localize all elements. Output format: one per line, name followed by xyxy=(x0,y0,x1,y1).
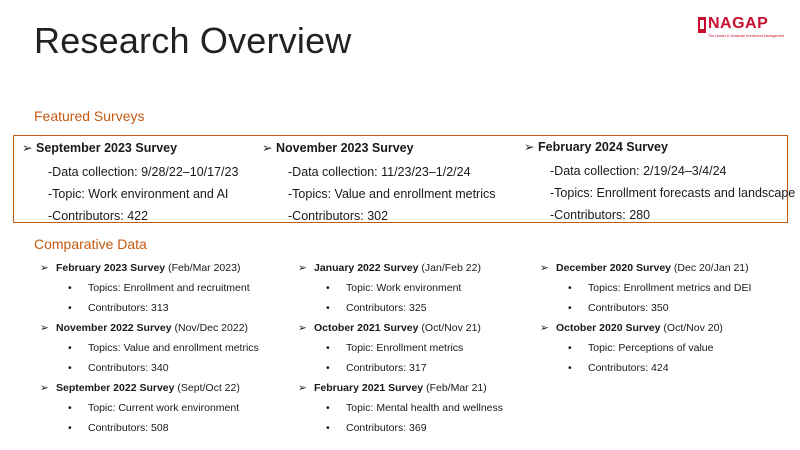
survey-name: November 2023 Survey xyxy=(276,141,414,155)
comparative-survey xyxy=(40,380,259,400)
featured-survey-1 xyxy=(22,140,238,227)
survey-item: Contributors: 340 xyxy=(88,362,169,374)
survey-item: Contributors: 350 xyxy=(588,302,669,314)
featured-survey-2 xyxy=(262,140,496,227)
comparative-survey xyxy=(298,320,503,340)
survey-name: February 2021 Survey xyxy=(314,382,424,394)
survey-item: Contributors: 424 xyxy=(588,362,669,374)
bullet-icon: • xyxy=(568,302,572,314)
arrow-bullet-icon: ➢ xyxy=(540,322,549,334)
arrow-bullet-icon: ➢ xyxy=(524,140,535,154)
survey-item: Topic: Enrollment metrics xyxy=(346,342,464,354)
comparative-column-3 xyxy=(540,260,751,380)
bullet-icon: • xyxy=(326,342,330,354)
survey-period: (Sept/Oct 22) xyxy=(174,382,240,394)
survey-name: October 2021 Survey xyxy=(314,322,419,334)
bullet-icon: • xyxy=(326,402,330,414)
logo-wordmark: NAGAP xyxy=(708,15,769,32)
bullet-icon: • xyxy=(326,362,330,374)
survey-period: (Oct/Nov 20) xyxy=(660,322,723,334)
arrow-bullet-icon: ➢ xyxy=(40,322,49,334)
survey-period: (Feb/Mar 21) xyxy=(423,382,487,394)
comparative-column-2 xyxy=(298,260,503,440)
arrow-bullet-icon: ➢ xyxy=(262,141,273,155)
bullet-icon: • xyxy=(326,422,330,434)
survey-item: Topics: Enrollment and recruitment xyxy=(88,282,250,294)
arrow-bullet-icon: ➢ xyxy=(40,262,49,274)
survey-item: Contributors: 313 xyxy=(88,302,169,314)
bullet-icon: • xyxy=(326,282,330,294)
arrow-bullet-icon: ➢ xyxy=(298,322,307,334)
bullet-icon: • xyxy=(68,402,72,414)
survey-period: (Dec 20/Jan 21) xyxy=(671,262,749,274)
survey-detail: -Data collection: 9/28/22–10/17/23 xyxy=(48,165,239,179)
survey-item: Topic: Current work environment xyxy=(88,402,240,414)
survey-item: Contributors: 369 xyxy=(346,422,427,434)
survey-item: Topic: Mental health and wellness xyxy=(346,402,504,414)
bullet-icon: • xyxy=(68,342,72,354)
bullet-icon: • xyxy=(326,302,330,314)
survey-item: Topics: Value and enrollment metrics xyxy=(88,342,259,354)
survey-name: October 2020 Survey xyxy=(556,322,661,334)
survey-name: September 2023 Survey xyxy=(36,141,178,155)
bullet-icon: • xyxy=(68,282,72,294)
arrow-bullet-icon: ➢ xyxy=(22,141,33,155)
bullet-icon: • xyxy=(68,362,72,374)
page-title: Research Overview xyxy=(34,20,352,61)
arrow-bullet-icon: ➢ xyxy=(298,382,307,394)
comparative-survey xyxy=(298,380,503,400)
survey-item: Contributors: 325 xyxy=(346,302,427,314)
featured-surveys-heading: Featured Surveys xyxy=(34,108,145,124)
comparative-survey xyxy=(40,320,259,340)
survey-detail: -Contributors: 280 xyxy=(550,208,651,222)
survey-period: (Feb/Mar 2023) xyxy=(165,262,241,274)
arrow-bullet-icon: ➢ xyxy=(540,262,549,274)
survey-name: January 2022 Survey xyxy=(314,262,419,274)
bullet-icon: • xyxy=(68,422,72,434)
bullet-icon: • xyxy=(568,342,572,354)
survey-item: Contributors: 317 xyxy=(346,362,427,374)
logo-tagline: The Leader in Graduate Enrollment Management xyxy=(708,34,785,38)
survey-item: Topic: Perceptions of value xyxy=(588,342,714,354)
survey-detail: -Topics: Enrollment forecasts and landscape xyxy=(550,186,796,200)
survey-detail: -Contributors: 422 xyxy=(48,209,149,223)
survey-item: Topics: Enrollment metrics and DEI xyxy=(588,282,752,294)
bullet-icon: • xyxy=(568,362,572,374)
survey-name: November 2022 Survey xyxy=(56,322,172,334)
survey-period: (Oct/Nov 21) xyxy=(418,322,481,334)
comparative-survey xyxy=(540,260,751,280)
comparative-survey xyxy=(298,260,503,280)
logo-mark-icon xyxy=(698,17,706,33)
featured-survey-3 xyxy=(524,139,795,226)
comparative-data-heading: Comparative Data xyxy=(34,236,147,252)
survey-name: December 2020 Survey xyxy=(556,262,671,274)
survey-item: Topic: Work environment xyxy=(346,282,462,294)
arrow-bullet-icon: ➢ xyxy=(40,382,49,394)
survey-detail: -Data collection: 11/23/23–1/2/24 xyxy=(288,165,471,179)
survey-period: (Jan/Feb 22) xyxy=(418,262,481,274)
survey-name: February 2024 Survey xyxy=(538,140,668,154)
survey-detail: -Topic: Work environment and AI xyxy=(48,187,229,201)
survey-item: Contributors: 508 xyxy=(88,422,169,434)
comparative-column-1 xyxy=(40,260,259,440)
comparative-survey xyxy=(540,320,751,340)
comparative-survey xyxy=(40,260,259,280)
survey-period: (Nov/Dec 2022) xyxy=(171,322,249,334)
survey-detail: -Data collection: 2/19/24–3/4/24 xyxy=(550,164,727,178)
nagap-logo xyxy=(698,15,784,43)
arrow-bullet-icon: ➢ xyxy=(298,262,307,274)
survey-name: September 2022 Survey xyxy=(56,382,175,394)
bullet-icon: • xyxy=(68,302,72,314)
survey-name: February 2023 Survey xyxy=(56,262,166,274)
survey-detail: -Contributors: 302 xyxy=(288,209,389,223)
bullet-icon: • xyxy=(568,282,572,294)
survey-detail: -Topics: Value and enrollment metrics xyxy=(288,187,496,201)
